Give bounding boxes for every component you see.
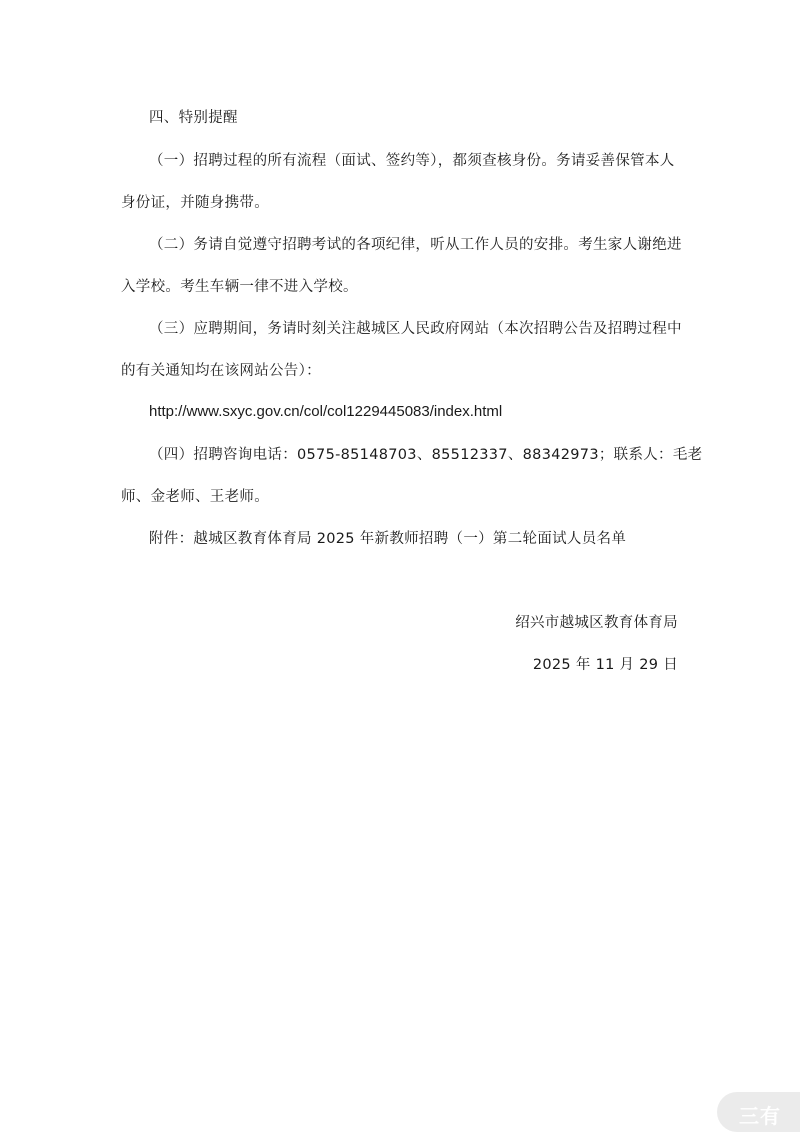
item-1-line-1: （一）招聘过程的所有流程（面试、签约等），都须查核身份。务请妥善保管本人	[149, 153, 675, 169]
item-2-line-1: （二）务请自觉遵守招聘考试的各项纪律，听从工作人员的安排。考生家人谢绝进	[149, 237, 682, 253]
item-2-line-2: 入学校。考生车辆一律不进入学校。	[121, 279, 358, 295]
item-3-line-2: 的有关通知均在该网站公告）：	[121, 363, 321, 379]
watermark-text: 三有	[739, 1104, 781, 1128]
item-4-line-2: 师、金老师、王老师。	[121, 489, 269, 505]
section-heading: 四、特别提醒	[149, 110, 238, 126]
item-3-line-1: （三）应聘期间，务请时刻关注越城区人民政府网站（本次招聘公告及招聘过程中	[149, 321, 682, 337]
signature-org: 绍兴市越城区教育体育局	[515, 615, 678, 631]
item-4-line-1: （四）招聘咨询电话：0575-85148703、85512337、88342973；联系人：毛老	[149, 447, 703, 463]
watermark-badge	[717, 1092, 800, 1132]
website-link[interactable]: http://www.sxyc.gov.cn/col/col1229445083/index.html	[149, 403, 503, 420]
attachment-note: 附件：越城区教育体育局 2025 年新教师招聘（一）第二轮面试人员名单	[149, 531, 627, 547]
item-1-line-2: 身份证，并随身携带。	[121, 195, 269, 211]
signature-date: 2025 年 11 月 29 日	[532, 657, 678, 673]
